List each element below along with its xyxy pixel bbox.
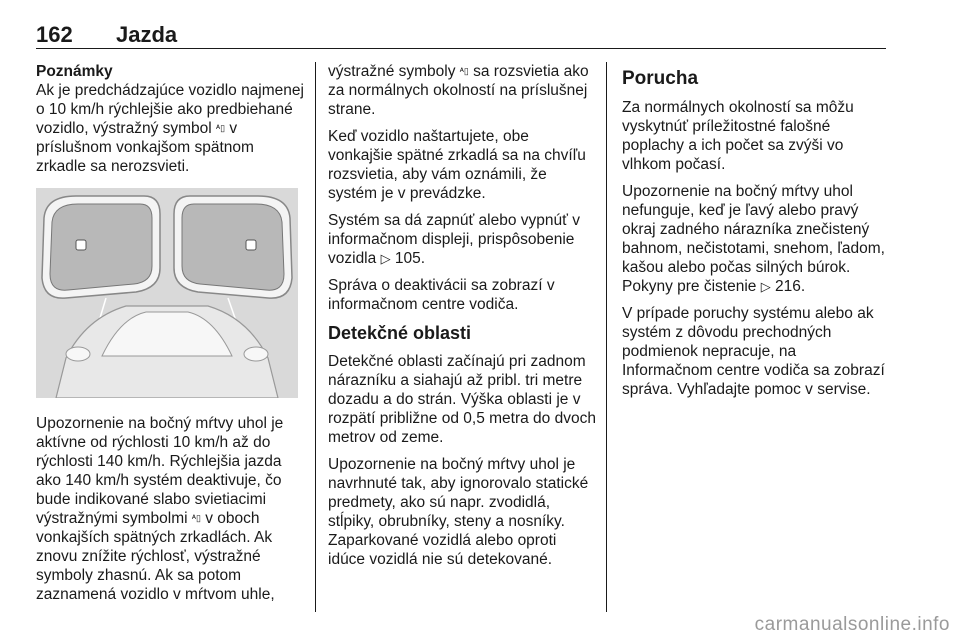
section-heading-malfunction: Porucha bbox=[622, 68, 699, 89]
chapter-title: Jazda bbox=[116, 22, 178, 47]
column-middle bbox=[328, 62, 596, 577]
page-reference[interactable]: 216 bbox=[775, 278, 801, 295]
cross-reference-icon: ▷ bbox=[380, 251, 391, 266]
blind-spot-warning-icon: ᴬ▯ bbox=[459, 66, 469, 76]
paragraph: Správa o deaktivácii sa zobrazí v informačnom centre vodiča. bbox=[328, 277, 555, 313]
cross-reference-icon: ▷ bbox=[760, 279, 771, 294]
activation-text: Upozornenie na bočný mŕtvy uhol je aktívne od rýchlosti 10 km/h až do rýchlosti 140 km/h. Rýchlejšia jazda ako 140 km/h systém deaktivuje, čo bude indikované slabo svietiacimi výstražnými symbolmi ᴬ▯ v oboch vonkajších spätných zrkadlách. Ak znovu znížite rýchlosť, výstražné symboly zhasnú. Ak sa potom zaznamená vozidlo v mŕtvom uhle, bbox=[36, 415, 284, 603]
paragraph: Keď vozidlo naštartujete, obe vonkajšie spätné zrkadlá sa na chvíľu rozsvietia, aby vám oznámili, že systém je v prevádzke. bbox=[328, 128, 586, 202]
mirror-illustration bbox=[36, 188, 298, 398]
paragraph: Za normálnych okolností sa môžu vyskytnúť príležitostné falošné poplachy a ich počet sa zvýši vo vlhkom počasí. bbox=[622, 99, 854, 173]
page-number: 162 bbox=[36, 22, 73, 47]
page-reference[interactable]: 105 bbox=[394, 250, 421, 267]
note-title: Poznámky bbox=[36, 63, 113, 80]
paragraph: V prípade poruchy systému alebo ak systém z dôvodu prechodných podmienok nepracuje, na Informačnom centre vodiča sa zobrazí správa. Vyhľadajte pomoc v servise. bbox=[622, 305, 885, 398]
paragraph: Detekčné oblasti začínajú pri zadnom nárazníku a siahajú až pribl. tri metre dozadu a do strán. Výška oblasti je v rozpätí približne od 0,5 metra do dvoch metrov od zeme. bbox=[328, 353, 596, 446]
watermark: carmanualsonline.info bbox=[754, 614, 950, 635]
section-heading-detection: Detekčné oblasti bbox=[328, 323, 472, 343]
blind-spot-warning-icon: ᴬ▯ bbox=[191, 513, 201, 523]
paragraph: Systém sa dá zapnúť alebo vypnúť v informačnom displeji, prispôsobenie vozidla ▷ 105. bbox=[328, 212, 581, 267]
page-header bbox=[36, 14, 886, 49]
paragraph: Upozornenie na bočný mŕtvy uhol nefunguje, keď je ľavý alebo pravý okraj zadného nárazníka znečistený bahnom, nečistotami, snehom, ľadom, kašou alebo počas silných búrok. Pokyny pre čistenie ▷ 216. bbox=[622, 183, 885, 295]
note-text: Ak je predchádzajúce vozidlo najmenej o 10 km/h rýchlejšie ako predbiehané vozidlo, výstražný symbol ᴬ▯ v príslušnom vonkajšom spätnom zrkadle sa nerozsvieti. bbox=[36, 82, 304, 175]
column-right bbox=[622, 62, 890, 407]
column-divider bbox=[315, 62, 316, 612]
column-left bbox=[36, 62, 306, 612]
blind-spot-warning-icon: ᴬ▯ bbox=[216, 123, 226, 133]
paragraph: Upozornenie na bočný mŕtvy uhol je navrhnuté tak, aby ignorovalo statické predmety, ako sú napr. zvodidlá, stĺpiky, obrubníky, steny a nosníky. Zaparkované vozidlá alebo oproti idúce vozidlá nie sú detekované. bbox=[328, 456, 589, 568]
paragraph: výstražné symboly ᴬ▯ sa rozsvietia ako za normálnych okolností na príslušnej strane. bbox=[328, 63, 589, 118]
column-divider bbox=[606, 62, 607, 612]
